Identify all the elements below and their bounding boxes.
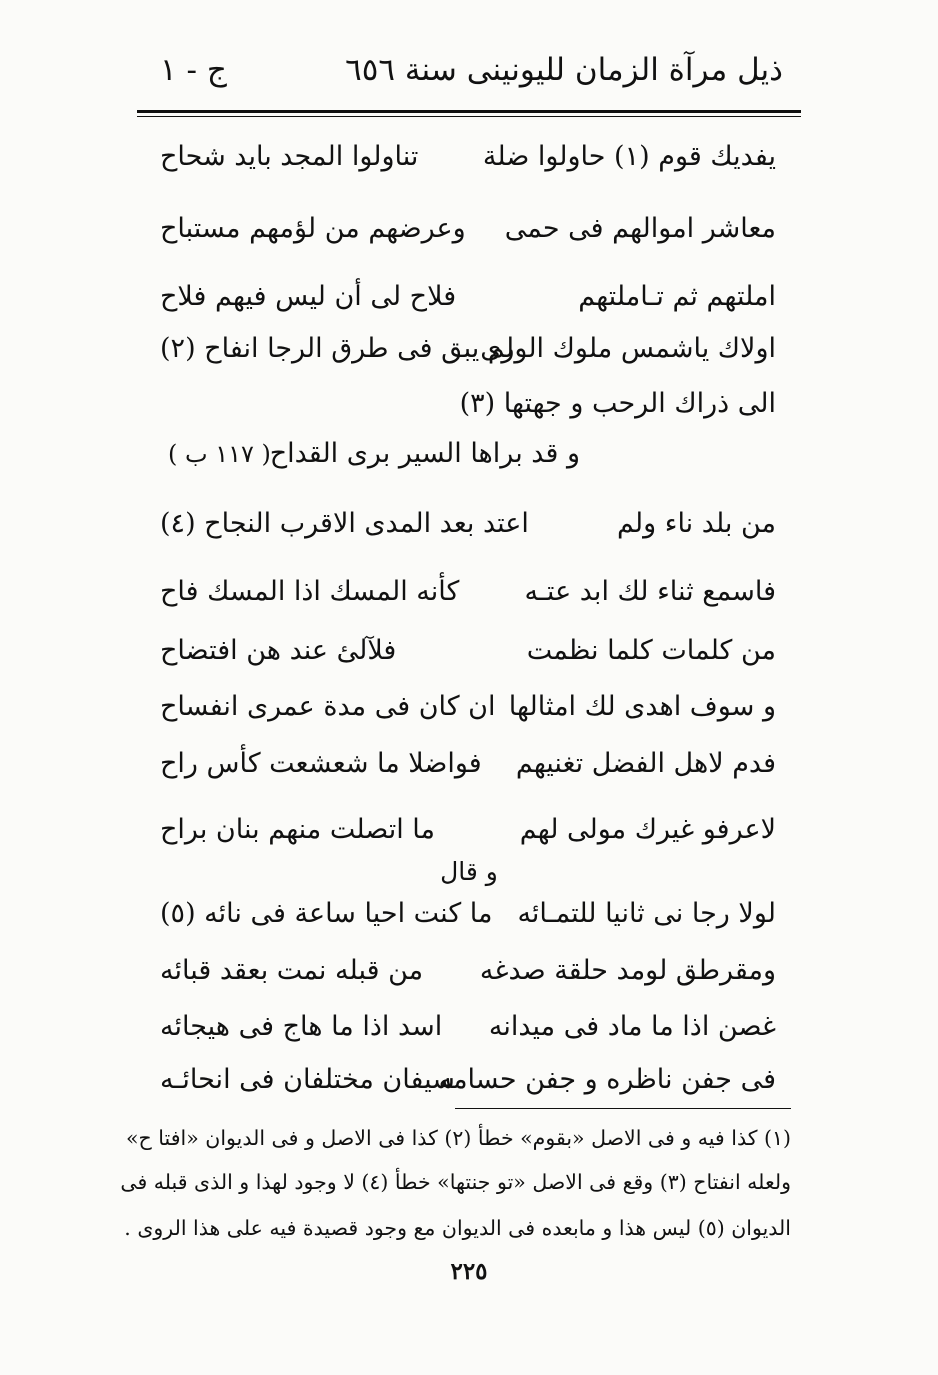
hemistich-second: ما اتصلت منهم بنان براح — [160, 814, 435, 845]
hemistich-first: و سوف اهدى لك امثالها — [508, 691, 776, 722]
verse-line — [160, 890, 776, 938]
verse-line-single: و قد براها السير برى القداح — [269, 438, 580, 469]
hemistich-second: وعرضهم من لؤمهم مستباح — [160, 213, 466, 244]
verse-line — [160, 500, 776, 548]
header-volume: ج - ١ — [160, 52, 227, 88]
footnote-rule — [455, 1108, 791, 1109]
manuscript-folio-ref: ( ١١٧ ب ) — [168, 440, 271, 468]
hemistich-first: فاسمع ثناء لك ابد عتـه — [524, 576, 776, 607]
hemistich-first: معاشر اموالهم فى حمى — [504, 213, 776, 244]
verse-line — [160, 133, 776, 181]
verse-line — [160, 740, 776, 788]
page-number: ٢٢٥ — [450, 1258, 488, 1285]
hemistich-first: اولاك ياشمس ملوك الورى — [480, 333, 776, 364]
verse-line — [160, 1003, 776, 1051]
hemistich-first: املتهم ثم تـاملتهم — [578, 281, 776, 312]
verse-line — [160, 205, 776, 253]
header-title: ذيل مرآة الزمان لليونينى سنة ٦٥٦ — [345, 52, 783, 88]
hemistich-first: فى جفن ناظره و جفن حسامه — [438, 1064, 776, 1095]
hemistich-second: كأنه المسك اذا المسك فاح — [160, 576, 460, 607]
verse-line — [160, 568, 776, 616]
header-rule — [137, 110, 801, 113]
verse-line — [160, 325, 776, 373]
hemistich-first: لولا رجا نى ثانيا للتمـائه — [517, 898, 776, 929]
verse-line — [160, 683, 776, 731]
verse-line — [160, 947, 776, 995]
hemistich-second: فلاح لى أن ليس فيهم فلاح — [160, 281, 457, 312]
hemistich-second: ان كان فى مدة عمرى انفساح — [160, 691, 496, 722]
hemistich-second: ما كنت احيا ساعة فى نائه (٥) — [160, 898, 493, 929]
verse-line-single: الى ذراك الرحب و جهتها (٣) — [459, 388, 776, 419]
footnote-line: الديوان (٥) ليس هذا و مابعده فى الديوان مع وجود قصيدة فيه على هذا الروى . — [124, 1216, 791, 1240]
hemistich-first: غصن اذا ما ماد فى ميدانه — [488, 1011, 776, 1042]
verse-line — [160, 273, 776, 321]
header-rule-thin — [137, 116, 801, 117]
hemistich-second: تناولوا المجد بايد شحاح — [160, 141, 419, 172]
hemistich-second: اسد اذا ما هاج فى هيجائه — [160, 1011, 443, 1042]
hemistich-first: لاعرفو غيرك مولى لهم — [519, 814, 776, 845]
hemistich-second: فواضلا ما شعشعت كأس راح — [160, 748, 482, 779]
hemistich-first: ومقرطق لومد حلقة صدغه — [479, 955, 776, 986]
section-heading: و قال — [440, 857, 498, 886]
hemistich-first: فدم لاهل الفضل تغنيهم — [515, 748, 776, 779]
running-header — [160, 52, 783, 102]
hemistich-second: اعتد بعد المدى الاقرب النجاح (٤) — [160, 508, 529, 539]
hemistich-second: سيفان مختلفان فى انحائـه — [160, 1064, 455, 1095]
verse-line — [160, 627, 776, 675]
hemistich-second: من قبله نمت بعقد قبائه — [160, 955, 424, 986]
hemistich-second: لم يبق فى طرق الرجا انفاح (٢) — [160, 333, 515, 364]
hemistich-first: يفديك قوم (١) حاولوا ضلة — [482, 141, 776, 172]
footnote-line: ولعله انفتاح (٣) وقع فى الاصل «تو جنتها» خطأ (٤) لا وجود لهذا و الذى قبله فى — [120, 1170, 791, 1194]
hemistich-first: من كلمات كلما نظمت — [526, 635, 776, 666]
verse-line — [160, 1056, 776, 1104]
verse-line — [160, 806, 776, 854]
footnote-line: (١) كذا فيه و فى الاصل «بقوم» خطأ (٢) كذا فى الاصل و فى الديوان «افتا ح» — [126, 1126, 791, 1150]
hemistich-first: من بلد ناء ولم — [616, 508, 776, 539]
hemistich-second: فلآلئ عند هن افتضاح — [160, 635, 397, 666]
